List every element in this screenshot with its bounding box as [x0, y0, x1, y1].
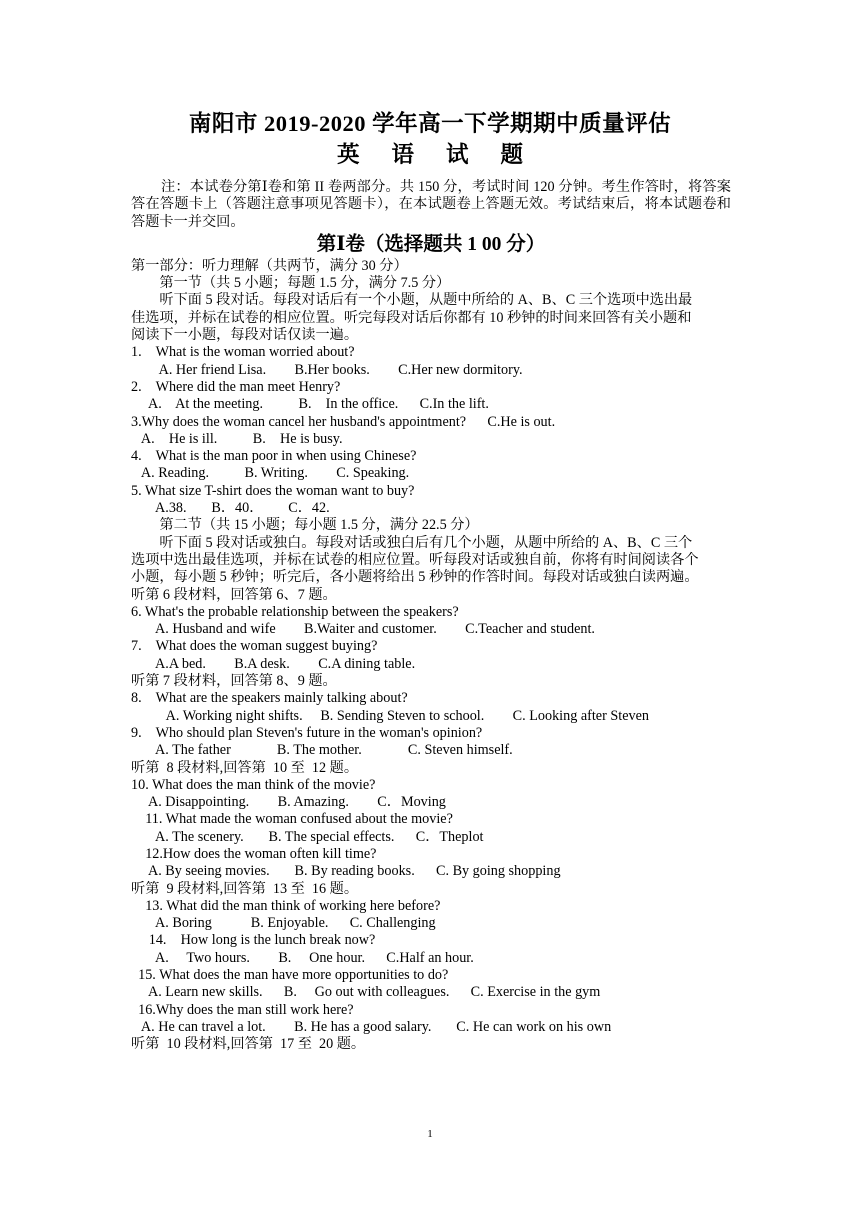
subject-char: 题 — [500, 142, 524, 167]
text-line: A. Learn new skills. B. Go out with colleagues. C. Exercise in the gym — [131, 984, 601, 1001]
text-line: 听第 10 段材料,回答第 17 至 20 题。 — [131, 1036, 366, 1053]
text-line: A. Her friend Lisa. B.Her books. C.Her new dormitory. — [131, 361, 523, 378]
text-line: 听第 9 段材料,回答第 13 至 16 题。 — [131, 880, 359, 897]
exam-instructions: 注：本试卷分第Ⅰ卷和第 II 卷两部分。共 150 分，考试时间 120 分钟。考生作答时，将答案答在答题卡上（答题注意事项见答题卡），在本试题卷上答题无效。考试结束后，将本试题卷和答题卡一并交回。 — [131, 179, 731, 230]
text-line: 小题，每小题 5 秒钟；听完后，各小题将给出 5 秒钟的作答时间。每段对话或独白读两遍。 — [131, 569, 699, 586]
text-line: A. Two hours. B. One hour. C.Half an hour. — [131, 949, 474, 966]
exam-subject-title — [0, 137, 860, 169]
subject-char: 语 — [391, 142, 414, 167]
text-line: 第一部分：听力理解（共两节，满分 30 分） — [131, 257, 408, 274]
text-line: A. Husband and wife B.Waiter and customer. C.Teacher and student. — [131, 621, 595, 638]
text-line: 10. What does the man think of the movie? — [131, 776, 376, 793]
text-line: 14. How long is the lunch break now? — [131, 932, 376, 949]
text-line: 2. Where did the man meet Henry? — [131, 378, 341, 395]
text-line: 听下面 5 段对话。每段对话后有一个小题，从题中所给的 A、B、C 三个选项中选出最 — [131, 292, 693, 309]
text-line: 4. What is the man poor in when using Chinese? — [131, 448, 417, 465]
text-line: 听第 7 段材料，回答第 8、9 题。 — [131, 673, 337, 690]
text-line: 12.How does the woman often kill time? — [131, 845, 377, 862]
text-line: 阅读下一小题，每段对话仅读一遍。 — [131, 327, 359, 344]
text-line: A. At the meeting. B. In the office. C.In the lift. — [131, 396, 489, 413]
text-line: A. Reading. B. Writing. C. Speaking. — [131, 465, 410, 482]
text-line: A. By seeing movies. B. By reading books. C. By going shopping — [131, 863, 561, 880]
text-line: 8. What are the speakers mainly talking about? — [131, 690, 408, 707]
text-line: A. The scenery. B. The special effects. C．Theplot — [131, 828, 484, 845]
subject-char: 试 — [446, 142, 469, 167]
page-number: 1 — [427, 1128, 433, 1140]
text-line: 第二节（共 15 小题；每小题 1.5 分，满分 22.5 分） — [131, 517, 479, 534]
text-line: A. Working night shifts. B. Sending Steven to school. C. Looking after Steven — [131, 707, 649, 724]
text-line: 第一节（共 5 小题；每题 1.5 分，满分 7.5 分） — [131, 275, 451, 292]
text-line: 听第 6 段材料，回答第 6、7 题。 — [131, 586, 337, 603]
subject-char: 英 — [336, 142, 360, 167]
text-line: 选项中选出最佳选项，并标在试卷的相应位置。听每段对话或独自前，你将有时间阅读各个 — [131, 551, 699, 568]
text-line: A.38. B．40． C．42. — [131, 500, 330, 517]
text-line: 7. What does the woman suggest buying? — [131, 638, 378, 655]
section-heading: 第Ⅰ卷（选择题共 1 00 分） — [316, 233, 546, 255]
text-line: A. Boring B. Enjoyable. C. Challenging — [131, 915, 436, 932]
text-line: 听下面 5 段对话或独白。每段对话或独白后有几个小题，从题中所给的 A、B、C 三个 — [131, 534, 693, 551]
text-line: A. The father B. The mother. C. Steven himself. — [131, 742, 513, 759]
text-line: 16.Why does the man still work here? — [131, 1001, 354, 1018]
question-list — [131, 258, 731, 1054]
text-line: A. He can travel a lot. B. He has a good salary. C. He can work on his own — [131, 1018, 612, 1035]
text-line: 佳选项，并标在试卷的相应位置。听完每段对话后你都有 10 秒钟的时间来回答有关小题和 — [131, 309, 692, 326]
text-line: 听第 8 段材料,回答第 10 至 12 题。 — [131, 759, 359, 776]
text-line: 15. What does the man have more opportunities to do? — [131, 967, 449, 984]
text-line: 1. What is the woman worried about? — [131, 344, 355, 361]
text-line: 9. Who should plan Steven's future in the woman's opinion? — [131, 724, 483, 741]
text-line: 3.Why does the woman cancel her husband's appointment? C.He is out. — [131, 413, 556, 430]
exam-title: 南阳市 2019-2020 学年高一下学期期中质量评估 — [188, 111, 672, 136]
text-line: 5. What size T-shirt does the woman want to buy? — [131, 482, 415, 499]
text-line: 11. What made the woman confused about the movie? — [131, 811, 453, 828]
exam-body — [131, 179, 731, 1054]
text-line: A.A bed. B.A desk. C.A dining table. — [131, 655, 416, 672]
text-line: 6. What's the probable relationship between the speakers? — [131, 603, 459, 620]
text-line: A. Disappointing. B. Amazing. C．Moving — [131, 794, 446, 811]
text-line: A. He is ill. B. He is busy. — [131, 430, 343, 447]
text-line: 13. What did the man think of working here before? — [131, 897, 441, 914]
